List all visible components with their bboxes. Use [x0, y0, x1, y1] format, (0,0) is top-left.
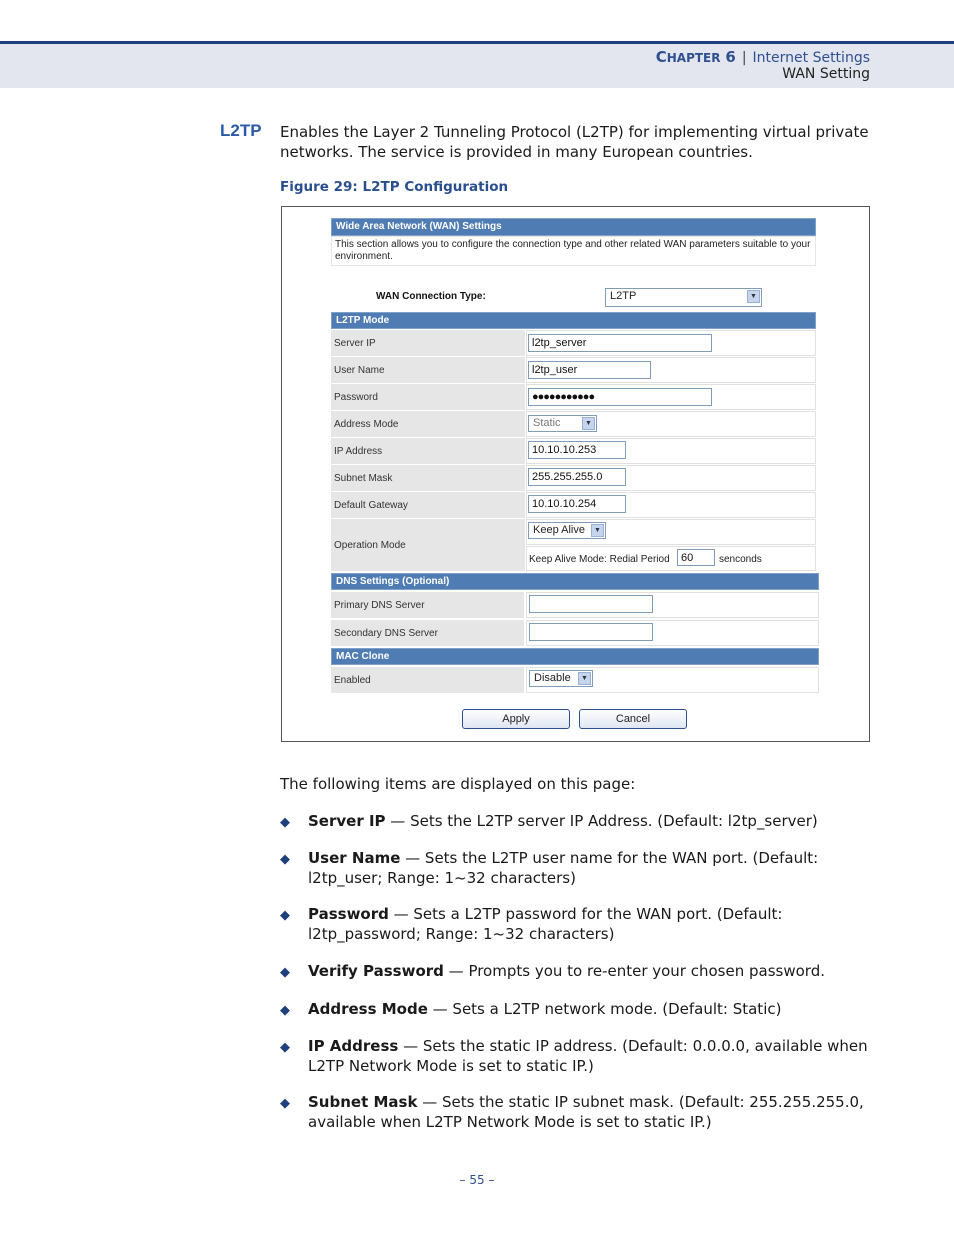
subnet-mask-label: Subnet Mask: [331, 465, 525, 491]
page-number: – 55 –: [459, 1173, 495, 1187]
section-intro: Enables the Layer 2 Tunneling Protocol (L2TP) for implementing virtual private networks. The service is provided in many European countries.: [280, 123, 869, 161]
chevron-down-icon: ▼: [582, 417, 595, 430]
default-gateway-label: Default Gateway: [331, 492, 525, 518]
dns-settings-title: DNS Settings (Optional): [331, 573, 819, 590]
redial-period-label: Keep Alive Mode: Redial Period: [529, 554, 670, 565]
page-header: [0, 41, 954, 88]
wan-connection-type-label: WAN Connection Type:: [376, 291, 486, 302]
diamond-bullet-icon: ◆: [280, 965, 290, 980]
server-ip-label: Server IP: [331, 330, 525, 356]
password-label: Password: [331, 384, 525, 410]
mac-enabled-label: Enabled: [331, 667, 524, 693]
diamond-bullet-icon: ◆: [280, 1096, 290, 1111]
redial-period-unit: senconds: [719, 554, 762, 565]
apply-button[interactable]: Apply: [462, 709, 570, 729]
chevron-down-icon: ▼: [747, 290, 760, 303]
chapter-section: Internet Settings: [752, 50, 870, 66]
primary-dns-input[interactable]: [529, 595, 653, 613]
operation-mode-select[interactable]: Keep Alive ▼: [528, 522, 606, 539]
operation-mode-label: Operation Mode: [331, 519, 525, 571]
section-heading: L2TP: [220, 121, 262, 140]
server-ip-input[interactable]: l2tp_server: [528, 334, 712, 352]
diamond-bullet-icon: ◆: [280, 1003, 290, 1018]
user-name-input[interactable]: l2tp_user: [528, 361, 651, 379]
redial-period-input[interactable]: 60: [677, 549, 715, 566]
address-mode-select[interactable]: Static ▼: [528, 415, 597, 432]
default-gateway-input[interactable]: 10.10.10.254: [528, 495, 626, 513]
secondary-dns-label: Secondary DNS Server: [331, 620, 524, 646]
l2tp-mode-title: L2TP Mode: [331, 312, 816, 329]
chapter-label: CHAPTER 6: [655, 48, 736, 66]
l2tp-config-figure: [281, 206, 870, 742]
diamond-bullet-icon: ◆: [280, 1040, 290, 1055]
user-name-label: User Name: [331, 357, 525, 383]
subnet-mask-input[interactable]: 255.255.255.0: [528, 468, 626, 486]
diamond-bullet-icon: ◆: [280, 852, 290, 867]
address-mode-label: Address Mode: [331, 411, 525, 437]
wan-settings-title: Wide Area Network (WAN) Settings: [331, 218, 816, 236]
chevron-down-icon: ▼: [591, 524, 604, 537]
cancel-button[interactable]: Cancel: [579, 709, 687, 729]
primary-dns-label: Primary DNS Server: [331, 592, 524, 618]
secondary-dns-input[interactable]: [529, 623, 653, 641]
chapter-heading: CHAPTER 6 | Internet Settings: [655, 48, 870, 66]
ip-address-input[interactable]: 10.10.10.253: [528, 441, 626, 459]
figure-caption: Figure 29: L2TP Configuration: [280, 179, 509, 195]
password-input[interactable]: ●●●●●●●●●●●: [528, 388, 712, 406]
items-intro: The following items are displayed on this page:: [280, 775, 636, 793]
wan-connection-type-select[interactable]: L2TP ▼: [605, 288, 762, 307]
diamond-bullet-icon: ◆: [280, 908, 290, 923]
ip-address-label: IP Address: [331, 438, 525, 464]
mac-clone-title: MAC Clone: [331, 648, 819, 665]
chevron-down-icon: ▼: [578, 672, 591, 685]
wan-settings-description: This section allows you to configure the connection type and other related WAN parameters suitable to your environment.: [331, 236, 816, 266]
mac-enabled-select[interactable]: Disable ▼: [529, 670, 593, 687]
diamond-bullet-icon: ◆: [280, 815, 290, 830]
chapter-subsection: WAN Setting: [782, 66, 870, 82]
